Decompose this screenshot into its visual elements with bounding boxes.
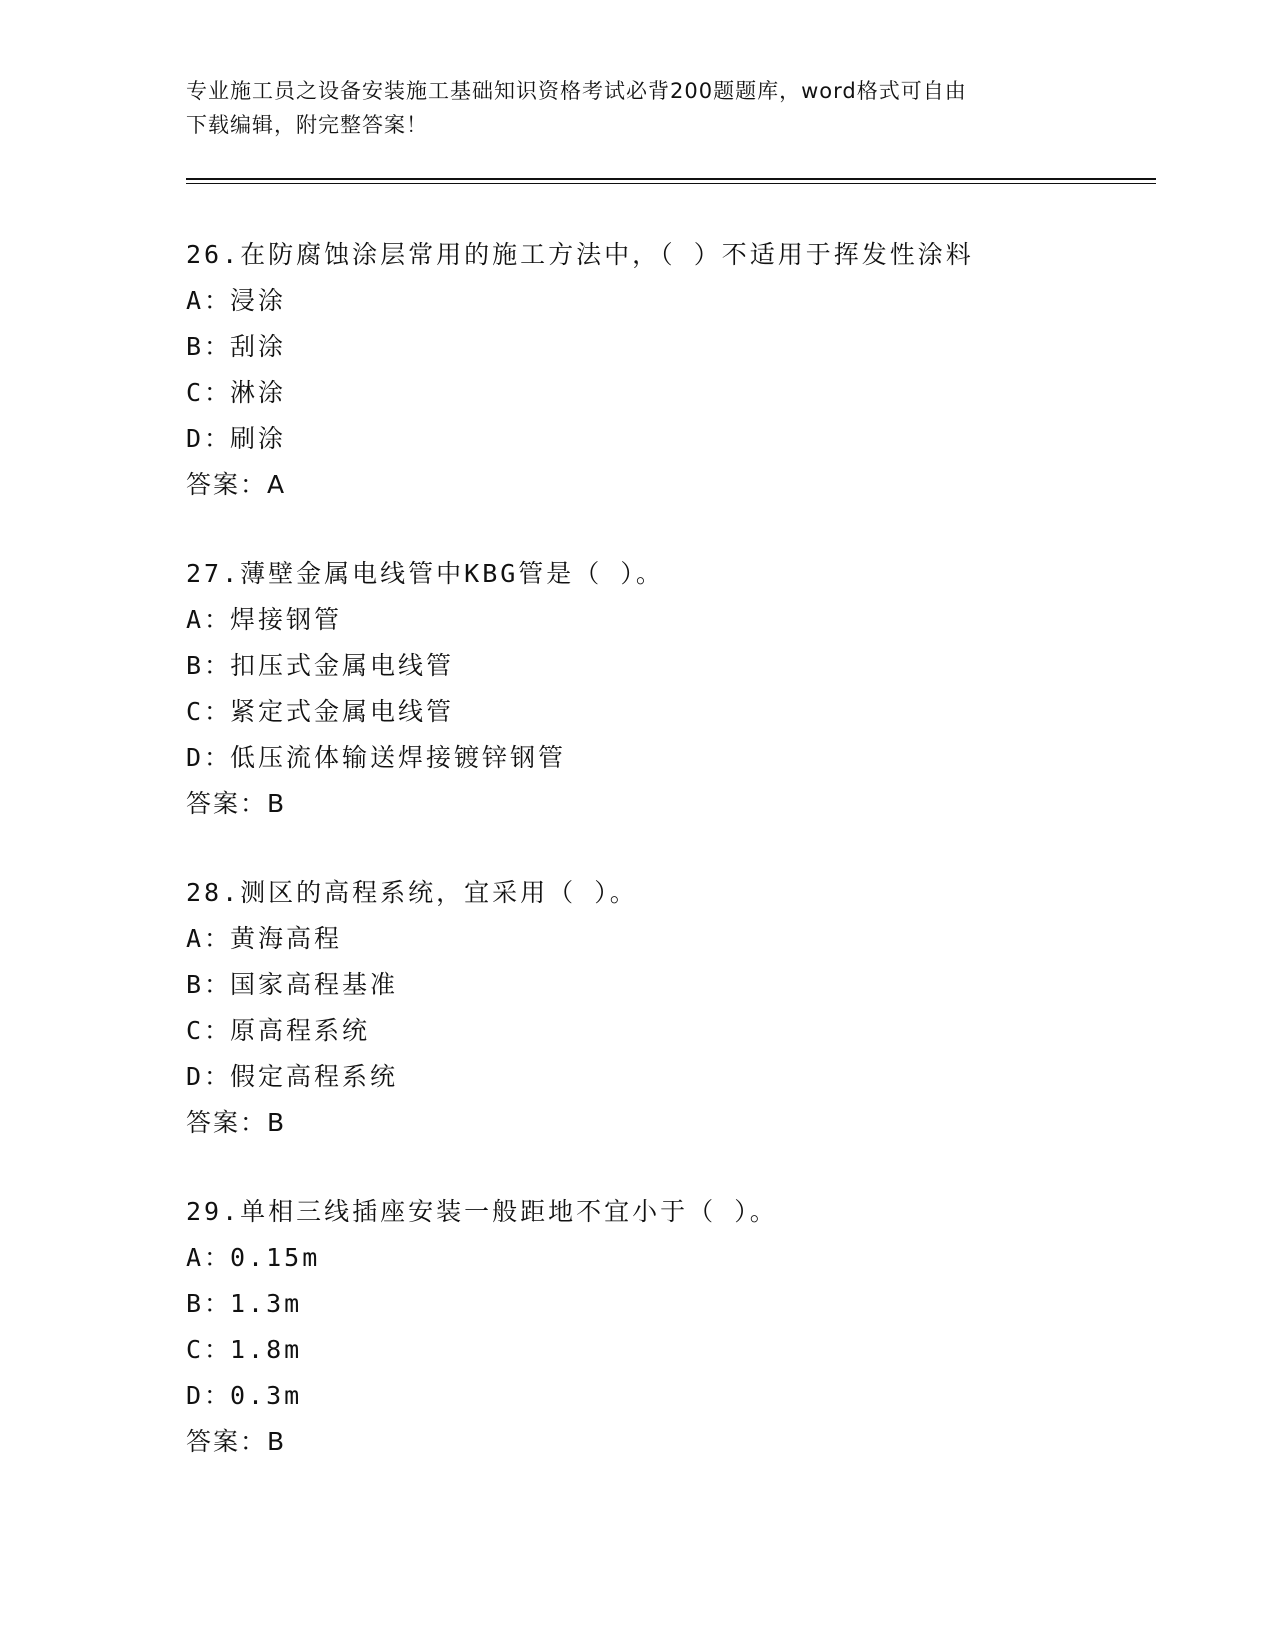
option-a: [186, 278, 1156, 324]
option-key: B：: [186, 651, 233, 680]
option-d: [186, 1373, 1156, 1419]
option-key: A：: [186, 924, 233, 953]
option-text: 焊接钢管: [230, 605, 343, 634]
question-stem: 26.在防腐蚀涂层常用的施工方法中，（ ）不适用于挥发性涂料: [186, 240, 974, 269]
option-key: B：: [186, 1289, 233, 1318]
option-key: A：: [186, 605, 233, 634]
question-stem: 28.测区的高程系统，宜采用（ ）。: [186, 878, 638, 907]
option-text: 0.15m: [230, 1243, 321, 1272]
question-stem: 27.薄壁金属电线管中KBG管是（ ）。: [186, 559, 664, 588]
option-key: B：: [186, 970, 233, 999]
option-c: [186, 370, 1156, 416]
document-header: [186, 74, 1086, 142]
question-stem: 29.单相三线插座安装一般距地不宜小于（ ）。: [186, 1197, 778, 1226]
option-text: 原高程系统: [230, 1016, 371, 1045]
option-b: [186, 643, 1156, 689]
option-text: 刮涂: [230, 332, 287, 361]
option-a: [186, 597, 1156, 643]
option-b: [186, 962, 1156, 1008]
option-c: [186, 689, 1156, 735]
question-block: [186, 232, 1156, 508]
document-page: [186, 0, 1156, 1650]
option-b: [186, 324, 1156, 370]
option-text: 低压流体输送焊接镀锌钢管: [230, 743, 567, 772]
option-text: 浸涂: [230, 286, 287, 315]
answer-line: 答案：B: [186, 1108, 287, 1137]
option-key: A：: [186, 286, 233, 315]
option-a: [186, 916, 1156, 962]
option-text: 紧定式金属电线管: [230, 697, 455, 726]
question-block: [186, 1189, 1156, 1465]
question-block: [186, 870, 1156, 1146]
option-d: [186, 735, 1156, 781]
option-key: D：: [186, 1062, 233, 1091]
option-text: 假定高程系统: [230, 1062, 399, 1091]
option-key: B：: [186, 332, 233, 361]
option-text: 1.8m: [230, 1335, 303, 1364]
option-text: 国家高程基准: [230, 970, 399, 999]
option-text: 刷涂: [230, 424, 287, 453]
header-divider: [186, 178, 1156, 184]
option-b: [186, 1281, 1156, 1327]
option-text: 黄海高程: [230, 924, 343, 953]
option-d: [186, 416, 1156, 462]
option-c: [186, 1008, 1156, 1054]
option-d: [186, 1054, 1156, 1100]
option-a: [186, 1235, 1156, 1281]
option-text: 淋涂: [230, 378, 287, 407]
option-key: D：: [186, 424, 233, 453]
answer-line: 答案：B: [186, 789, 287, 818]
option-text: 0.3m: [230, 1381, 303, 1410]
divider-thin-line: [186, 183, 1156, 184]
header-line-1: 专业施工员之设备安装施工基础知识资格考试必背200题题库，word格式可自由: [186, 79, 967, 103]
option-text: 扣压式金属电线管: [230, 651, 455, 680]
option-key: C：: [186, 1016, 233, 1045]
divider-thick-line: [186, 178, 1156, 180]
option-c: [186, 1327, 1156, 1373]
header-line-2: 下载编辑，附完整答案！: [186, 113, 428, 137]
answer-line: 答案：B: [186, 1427, 287, 1456]
option-key: C：: [186, 697, 233, 726]
option-key: D：: [186, 743, 233, 772]
option-key: A：: [186, 1243, 233, 1272]
option-text: 1.3m: [230, 1289, 303, 1318]
answer-line: 答案：A: [186, 470, 287, 499]
option-key: D：: [186, 1381, 233, 1410]
question-block: [186, 551, 1156, 827]
option-key: C：: [186, 378, 233, 407]
option-key: C：: [186, 1335, 233, 1364]
